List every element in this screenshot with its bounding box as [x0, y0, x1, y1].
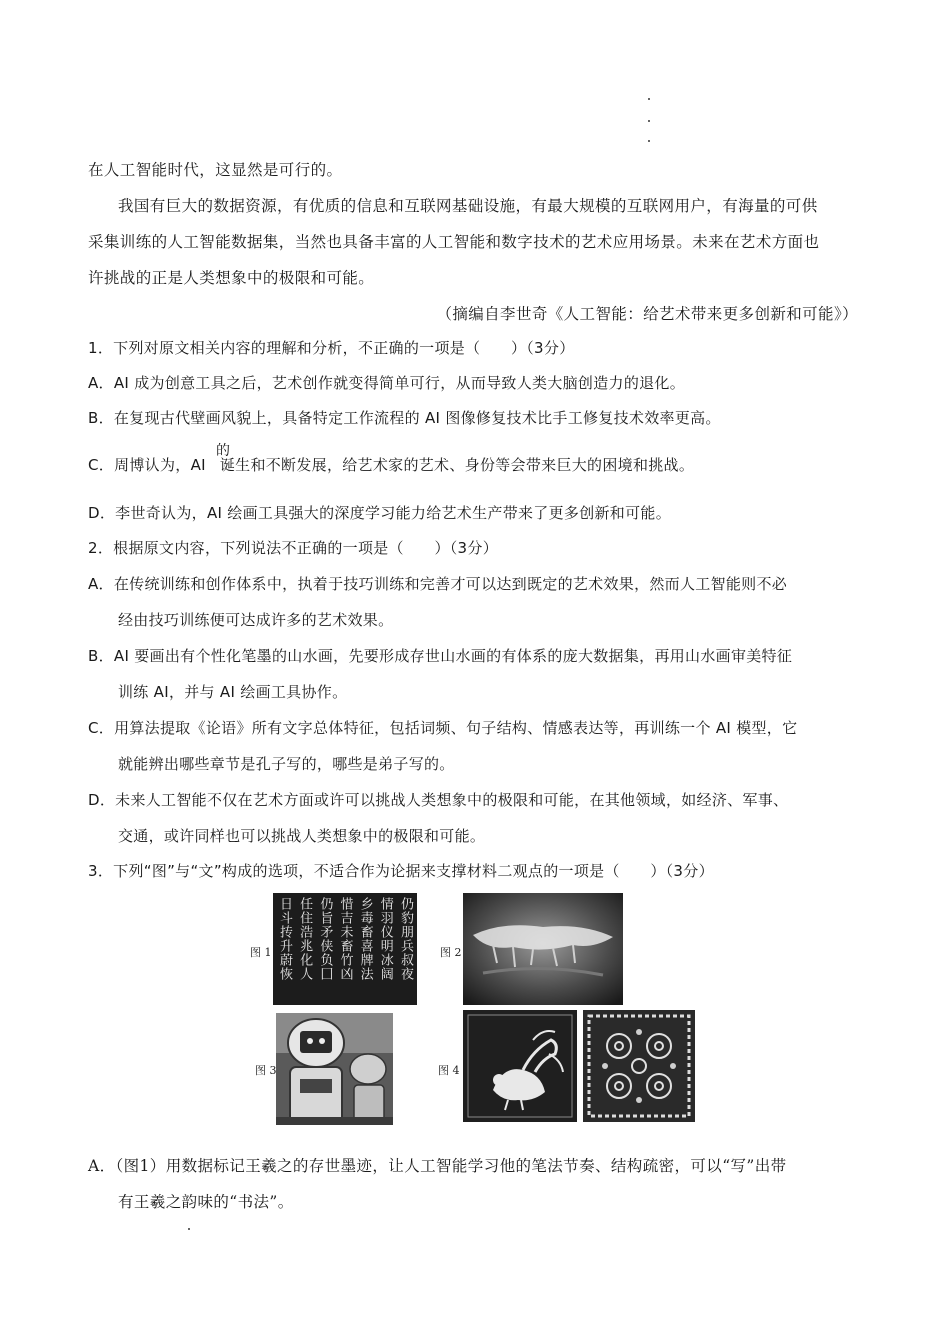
q3-option-a-cont: 有王羲之韵味的“书法”。: [118, 1193, 294, 1211]
q1-option-c-suffix: 诞生和不断发展，给艺术家的艺术、身份等会带来巨大的困境和挑战。: [219, 456, 695, 474]
calligraphy-column: 日斗抟升蔚恢: [277, 897, 292, 981]
q1-option-b: B．在复现古代壁画风貌上，具备特定工作流程的 AI 图像修复技术比手工修复技术效率更高。: [88, 409, 721, 427]
q2-option-a-cont: 经由技巧训练便可达成许多的艺术效果。: [118, 611, 394, 629]
scan-speck: [648, 140, 650, 142]
calligraphy-column: 仍旨矛侠负囗: [317, 897, 333, 981]
calligraphy-column: 情羽仪明冰阔: [377, 897, 393, 981]
q2-option-a: A．在传统训练和创作体系中，执着于技巧训练和完善才可以达到既定的艺术效果，然而人工智能则不必: [88, 575, 788, 593]
passage-line: 我国有巨大的数据资源，有优质的信息和互联网基础设施，有最大规模的互联网用户，有海量的可供: [118, 197, 818, 215]
q2-option-c-cont: 就能辨出哪些章节是孔子写的，哪些是弟子写的。: [118, 755, 455, 773]
q1-option-c-prefix: C．周博认为，AI: [88, 456, 206, 474]
q3-option-a: A．（图1）用数据标记王羲之的存世墨迹，让人工智能学习他的笔法节奏、结构疏密，可以“写”出带: [88, 1157, 787, 1175]
figure-1-calligraphy: [273, 893, 417, 1005]
question-3-stem: 3．下列“图”与“文”构成的选项，不适合作为论据来支撑材料二观点的一项是（ ）（3分）: [88, 862, 714, 880]
figure-4-floral-pattern: [583, 1010, 695, 1122]
passage-source: （摘编自李世奇《人工智能：给艺术带来更多创新和可能》）: [436, 305, 858, 323]
scan-speck: [188, 1228, 190, 1230]
q2-option-b-cont: 训练 AI，并与 AI 绘画工具协作。: [118, 683, 348, 701]
figure-3-label: 图 3: [255, 1064, 277, 1077]
calligraphy-column: 任住浩兆化人: [297, 897, 313, 981]
passage-line: 许挑战的正是人类想象中的极限和可能。: [88, 269, 375, 287]
q2-option-d: D．未来人工智能不仅在艺术方面或许可以挑战人类想象中的极限和可能，在其他领域，如经济、军事、: [88, 791, 789, 809]
q1-option-d: D．李世奇认为，AI 绘画工具强大的深度学习能力给艺术生产带来了更多创新和可能。: [88, 504, 672, 522]
q2-option-b: B．AI 要画出有个性化笔墨的山水画，先要形成存世山水画的有体系的庞大数据集，再用山水画审美特征: [88, 647, 793, 665]
question-1-stem: 1．下列对原文相关内容的理解和分析，不正确的一项是（ ）（3分）: [88, 339, 575, 357]
question-2-stem: 2．根据原文内容，下列说法不正确的一项是（ ）（3分）: [88, 539, 498, 557]
figure-2-label: 图 2: [440, 946, 462, 959]
passage-line: 采集训练的人工智能数据集，当然也具备丰富的人工智能和数字技术的艺术应用场景。未来在艺术方面也: [88, 233, 820, 251]
figure-4-bird-pattern: [463, 1010, 577, 1122]
calligraphy-column: 仍豹朋兵叔夜: [397, 897, 413, 981]
scan-speck: [648, 98, 650, 100]
scan-speck: [648, 120, 650, 122]
q1-option-c-superscript: 的: [216, 443, 231, 459]
figure-3-robot-photo: [276, 1013, 393, 1125]
calligraphy-column: 惜吉未畜竹凶: [337, 897, 353, 981]
figure-2-mural-image: [463, 893, 623, 1005]
q2-option-c: C．用算法提取《论语》所有文字总体特征，包括词频、句子结构、情感表达等，再训练一个 AI 模型，它: [88, 719, 798, 737]
figure-4-label: 图 4: [438, 1064, 460, 1077]
calligraphy-column: 乡毒畜喜牌法: [357, 897, 373, 981]
figure-1-label: 图 1: [250, 946, 272, 959]
q1-option-a: A．AI 成为创意工具之后，艺术创作就变得简单可行，从而导致人类大脑创造力的退化。: [88, 374, 686, 392]
q1-option-c: [88, 455, 868, 475]
passage-line: 在人工智能时代，这显然是可行的。: [88, 161, 343, 179]
q2-option-d-cont: 交通，或许同样也可以挑战人类想象中的极限和可能。: [118, 827, 486, 845]
